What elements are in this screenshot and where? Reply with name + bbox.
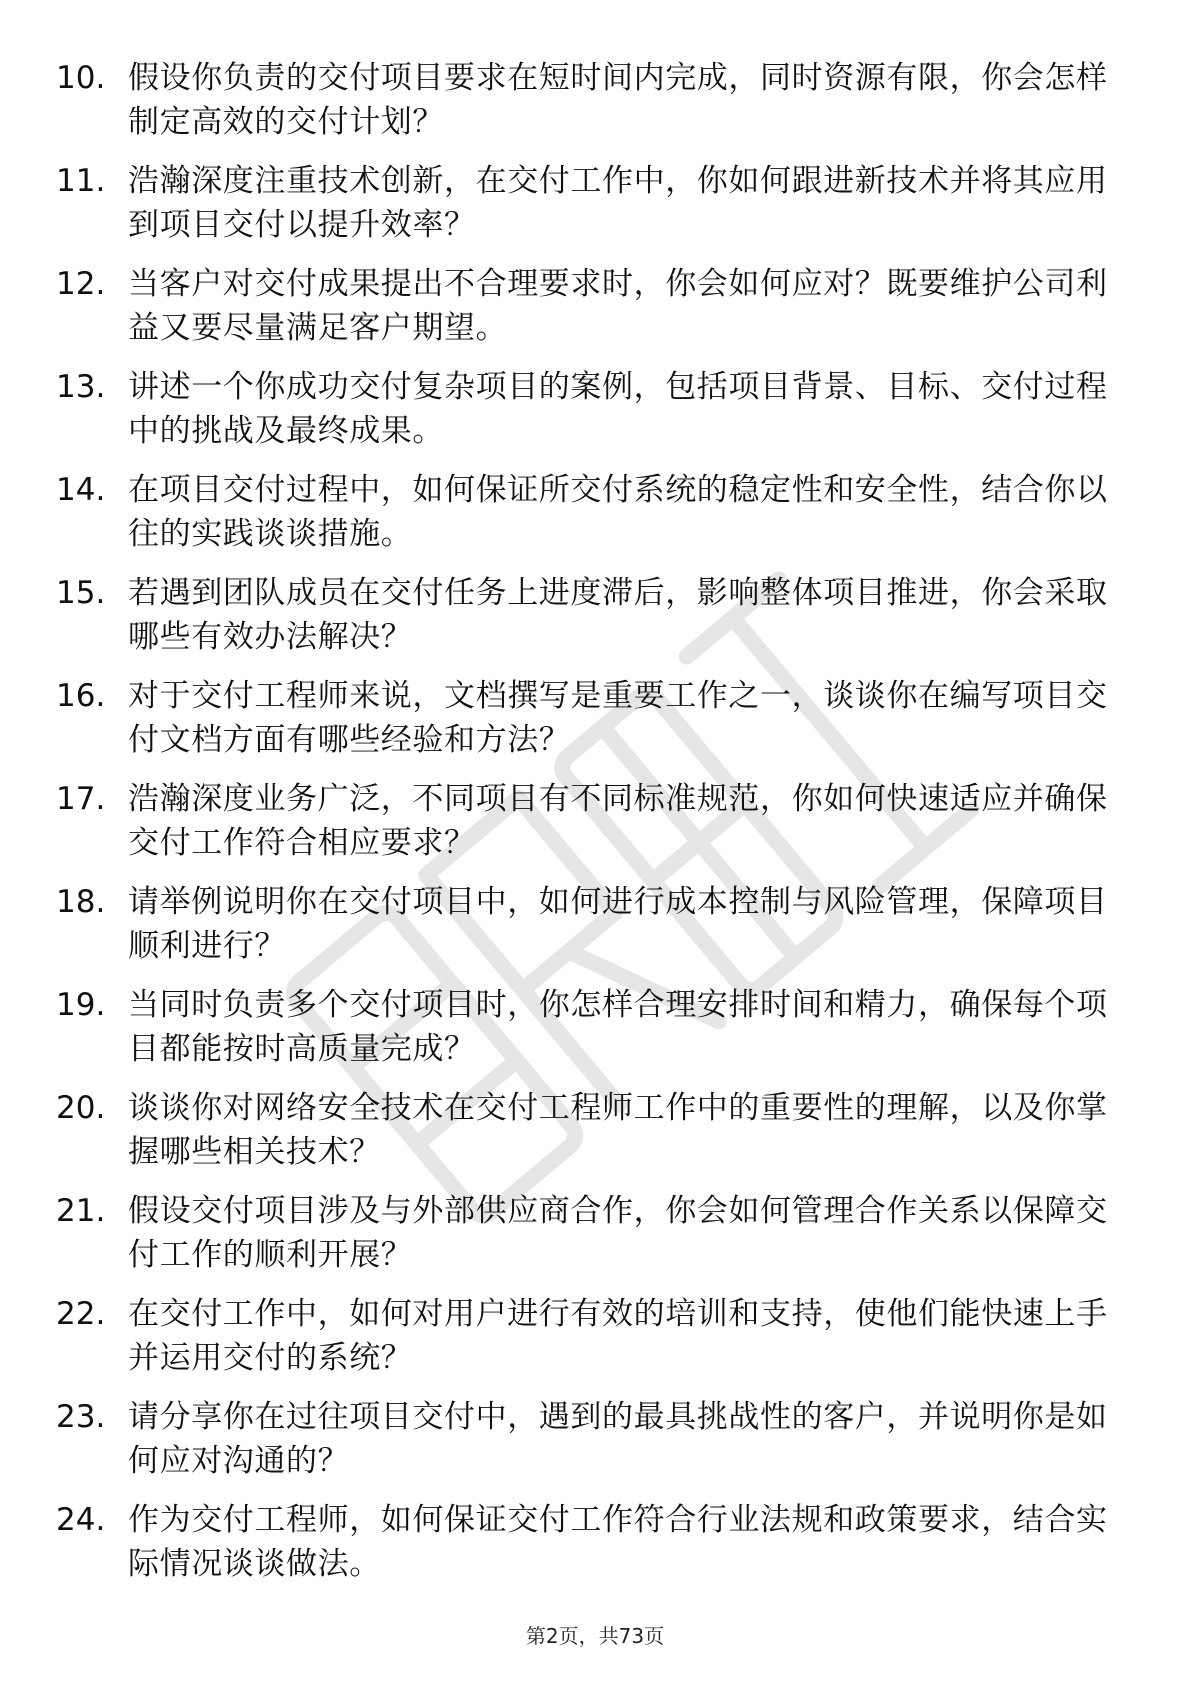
page-number-footer: 第2页，共73页 [525, 1624, 665, 1648]
question-text: 谈谈你对网络安全技术在交付工程师工作中的重要性的理解，以及你掌握哪些相关技术？ [128, 1090, 1108, 1170]
question-number: 12. [56, 266, 106, 302]
question-number: 15. [56, 575, 106, 611]
question-text: 若遇到团队成员在交付任务上进度滞后，影响整体项目推进，你会采取哪些有效办法解决？ [128, 575, 1108, 655]
question-text: 假设交付项目涉及与外部供应商合作，你会如何管理合作关系以保障交付工作的顺利开展？ [128, 1193, 1108, 1273]
question-number: 20. [56, 1090, 106, 1126]
question-item [56, 880, 1116, 983]
question-item [56, 159, 1116, 262]
question-text: 当客户对交付成果提出不合理要求时，你会如何应对？既要维护公司利益又要尽量满足客户期望。 [128, 266, 1108, 346]
question-item [56, 365, 1116, 468]
question-text: 请分享你在过往项目交付中，遇到的最具挑战性的客户，并说明你是如何应对沟通的？ [128, 1399, 1108, 1479]
question-number: 14. [56, 472, 106, 508]
question-list [56, 56, 1116, 1601]
question-number: 22. [56, 1296, 106, 1332]
question-number: 10. [56, 60, 106, 96]
question-item [56, 1086, 1116, 1189]
question-text: 对于交付工程师来说，文档撰写是重要工作之一，谈谈你在编写项目交付文档方面有哪些经验和方法？ [128, 678, 1108, 758]
question-number: 23. [56, 1399, 106, 1435]
question-text: 假设你负责的交付项目要求在短时间内完成，同时资源有限，你会怎样制定高效的交付计划？ [128, 60, 1108, 140]
question-item [56, 571, 1116, 674]
question-item [56, 262, 1116, 365]
question-number: 18. [56, 884, 106, 920]
question-text: 浩瀚深度业务广泛，不同项目有不同标准规范，你如何快速适应并确保交付工作符合相应要求？ [128, 781, 1108, 861]
question-text: 作为交付工程师，如何保证交付工作符合行业法规和政策要求，结合实际情况谈谈做法。 [128, 1502, 1108, 1582]
question-number: 21. [56, 1193, 106, 1229]
question-text: 在交付工作中，如何对用户进行有效的培训和支持，使他们能快速上手并运用交付的系统？ [128, 1296, 1108, 1376]
question-item [56, 674, 1116, 777]
question-item [56, 1395, 1116, 1498]
question-item [56, 1292, 1116, 1395]
question-text: 讲述一个你成功交付复杂项目的案例，包括项目背景、目标、交付过程中的挑战及最终成果。 [128, 369, 1108, 449]
question-text: 请举例说明你在交付项目中，如何进行成本控制与风险管理，保障项目顺利进行？ [128, 884, 1108, 964]
question-item [56, 777, 1116, 880]
question-item [56, 1498, 1116, 1601]
question-text: 当同时负责多个交付项目时，你怎样合理安排时间和精力，确保每个项目都能按时高质量完成？ [128, 987, 1108, 1067]
question-number: 11. [56, 163, 106, 199]
question-number: 16. [56, 678, 106, 714]
question-number: 24. [56, 1502, 106, 1538]
question-item [56, 468, 1116, 571]
question-item [56, 1189, 1116, 1292]
question-number: 13. [56, 369, 106, 405]
question-text: 在项目交付过程中，如何保证所交付系统的稳定性和安全性，结合你以往的实践谈谈措施。 [128, 472, 1108, 552]
question-number: 17. [56, 781, 106, 817]
question-number: 19. [56, 987, 106, 1023]
question-text: 浩瀚深度注重技术创新，在交付工作中，你如何跟进新技术并将其应用到项目交付以提升效率？ [128, 163, 1108, 243]
question-item [56, 983, 1116, 1086]
question-item [56, 56, 1116, 159]
